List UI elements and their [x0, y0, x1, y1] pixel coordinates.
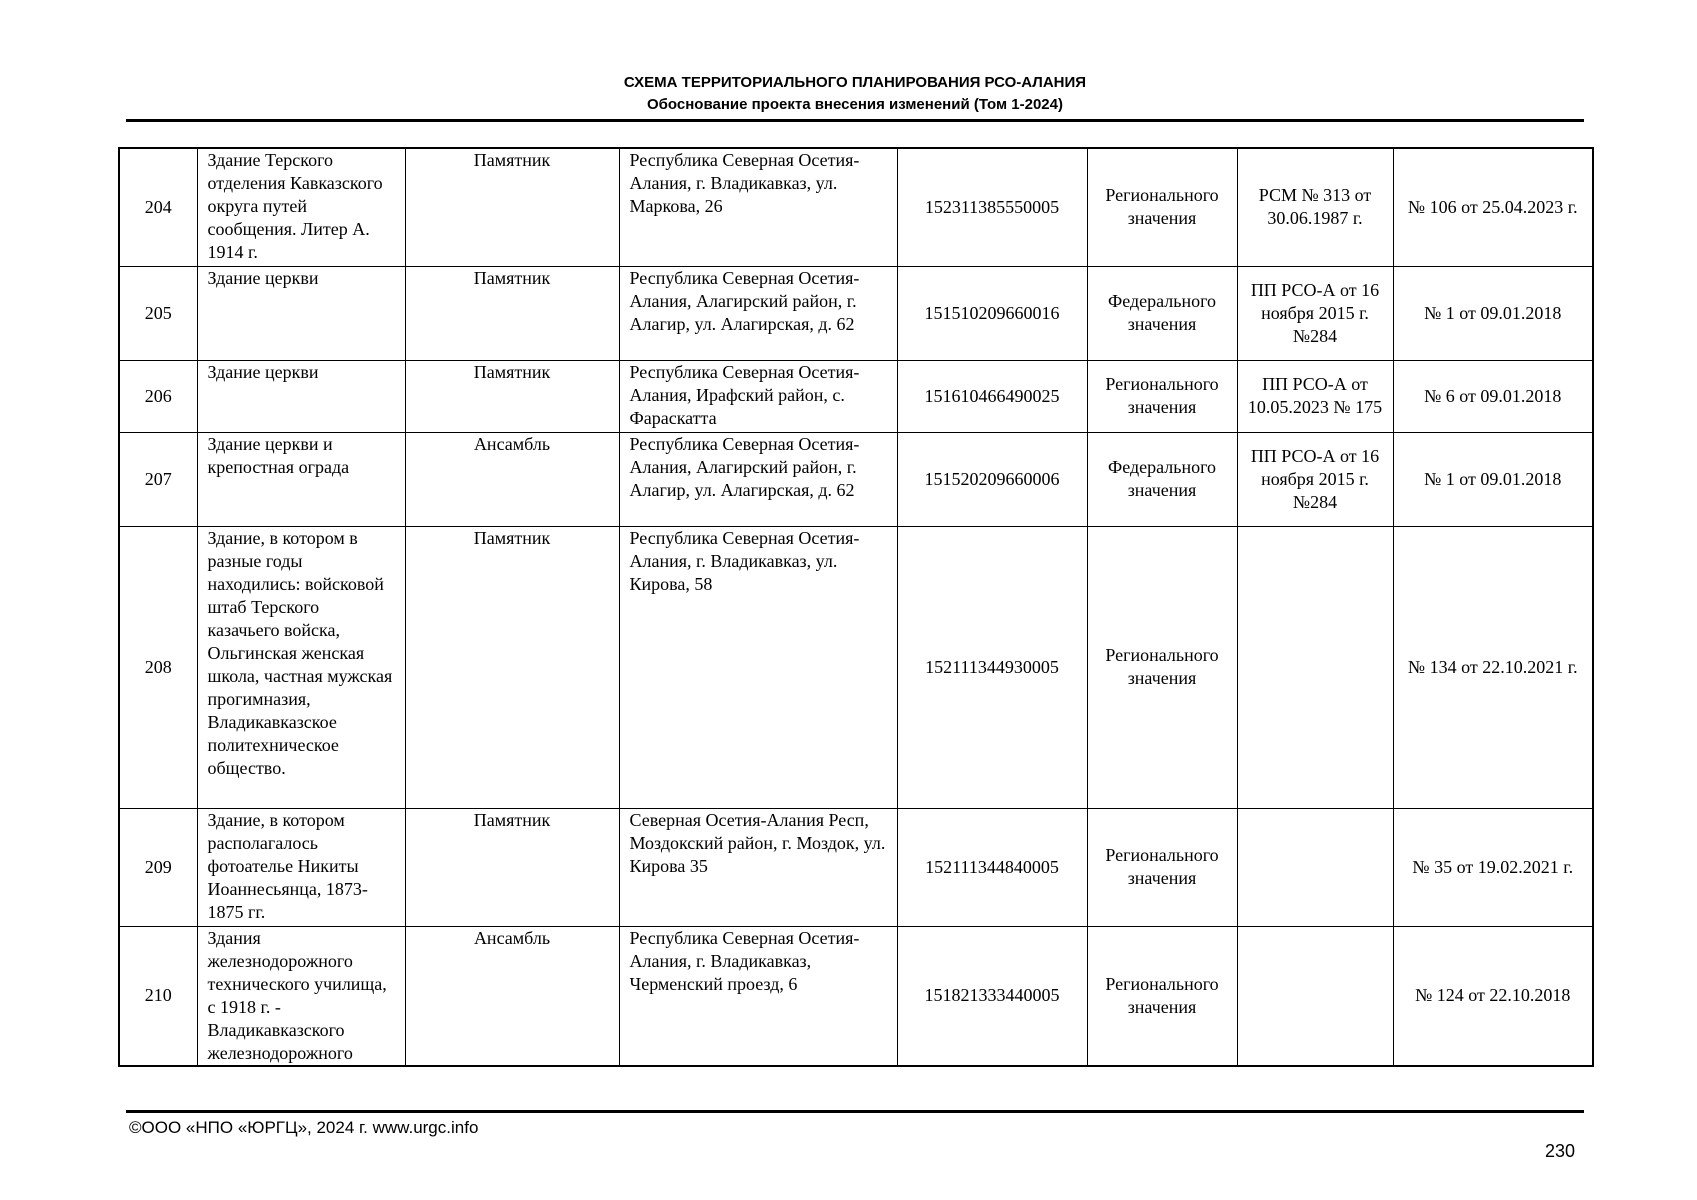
object-address: Республика Северная Осетия-Алания, Ирафский район, с. Фараскатта [619, 360, 897, 432]
registry-number: 151510209660016 [897, 266, 1087, 360]
registry-number: 152311385550005 [897, 148, 1087, 266]
object-name: Здание, в котором располагалось фотоателье Никиты Иоаннесьянца, 1873-1875 гг. [197, 808, 405, 926]
order-number: № 1 от 09.01.2018 [1393, 432, 1593, 526]
protection-document: ПП РСО-А от 16 ноября 2015 г. №284 [1237, 266, 1393, 360]
object-address: Северная Осетия-Алания Респ, Моздокский район, г. Моздок, ул. Кирова 35 [619, 808, 897, 926]
significance-category: Федерального значения [1087, 432, 1237, 526]
document-header [126, 72, 1584, 116]
object-name: Здание церкви [197, 360, 405, 432]
object-type: Ансамбль [405, 432, 619, 526]
registry-number: 152111344930005 [897, 526, 1087, 808]
object-address: Республика Северная Осетия-Алания, г. Владикавказ, ул. Кирова, 58 [619, 526, 897, 808]
object-name: Здание церкви [197, 266, 405, 360]
object-name: Здание Терского отделения Кавказского округа путей сообщения. Литер А. 1914 г. [197, 148, 405, 266]
table-row [119, 432, 1593, 526]
document-subtitle: Обоснование проекта внесения изменений (Том 1-2024) [647, 96, 1063, 113]
significance-category: Регионального значения [1087, 148, 1237, 266]
footer-copyright: ©ООО «НПО «ЮРГЦ», 2024 г. www.urgc.info [129, 1118, 479, 1137]
table-row [119, 266, 1593, 360]
registry-number: 151520209660006 [897, 432, 1087, 526]
row-number: 209 [119, 808, 197, 926]
footer-rule [126, 1110, 1584, 1113]
row-number: 205 [119, 266, 197, 360]
protection-document: ПП РСО-А от 16 ноября 2015 г. №284 [1237, 432, 1393, 526]
table-row [119, 808, 1593, 926]
protection-document: ПП РСО-А от 10.05.2023 № 175 [1237, 360, 1393, 432]
row-number: 204 [119, 148, 197, 266]
object-type: Ансамбль [405, 926, 619, 1066]
heritage-registry-table [118, 147, 1594, 1067]
header-rule [126, 119, 1584, 122]
object-address: Республика Северная Осетия-Алания, Алагирский район, г. Алагир, ул. Алагирская, д. 62 [619, 266, 897, 360]
object-type: Памятник [405, 360, 619, 432]
object-address: Республика Северная Осетия-Алания, г. Владикавказ, ул. Маркова, 26 [619, 148, 897, 266]
order-number: № 1 от 09.01.2018 [1393, 266, 1593, 360]
page-number: 230 [1544, 1141, 1575, 1161]
object-address: Республика Северная Осетия-Алания, Алагирский район, г. Алагир, ул. Алагирская, д. 62 [619, 432, 897, 526]
protection-document [1237, 526, 1393, 808]
object-type: Памятник [405, 266, 619, 360]
order-number: № 35 от 19.02.2021 г. [1393, 808, 1593, 926]
row-number: 210 [119, 926, 197, 1066]
registry-number: 151610466490025 [897, 360, 1087, 432]
object-type: Памятник [405, 526, 619, 808]
order-number: № 134 от 22.10.2021 г. [1393, 526, 1593, 808]
table-row [119, 148, 1593, 266]
order-number: № 106 от 25.04.2023 г. [1393, 148, 1593, 266]
object-type: Памятник [405, 808, 619, 926]
object-name: Здание, в котором в разные годы находились: войсковой штаб Терского казачьего войска, Ольгинская женская школа, частная мужская прогимназия, Владикавказское политехническое общество. [197, 526, 405, 808]
object-address: Республика Северная Осетия-Алания, г. Владикавказ, Черменский проезд, 6 [619, 926, 897, 1066]
table-row [119, 360, 1593, 432]
significance-category: Регионального значения [1087, 526, 1237, 808]
table-row [119, 926, 1593, 1066]
protection-document [1237, 808, 1393, 926]
significance-category: Федерального значения [1087, 266, 1237, 360]
order-number: № 6 от 09.01.2018 [1393, 360, 1593, 432]
registry-number: 152111344840005 [897, 808, 1087, 926]
row-number: 208 [119, 526, 197, 808]
object-type: Памятник [405, 148, 619, 266]
object-name: Здания железнодорожного технического училища, с 1918 г. - Владикавказского железнодорожного [197, 926, 405, 1066]
row-number: 206 [119, 360, 197, 432]
significance-category: Регионального значения [1087, 360, 1237, 432]
registry-number: 151821333440005 [897, 926, 1087, 1066]
object-name: Здание церкви и крепостная ограда [197, 432, 405, 526]
row-number: 207 [119, 432, 197, 526]
protection-document [1237, 926, 1393, 1066]
table-row [119, 526, 1593, 808]
document-title: СХЕМА ТЕРРИТОРИАЛЬНОГО ПЛАНИРОВАНИЯ РСО-АЛАНИЯ [623, 74, 1087, 91]
protection-document: РСМ № 313 от 30.06.1987 г. [1237, 148, 1393, 266]
significance-category: Регионального значения [1087, 808, 1237, 926]
order-number: № 124 от 22.10.2018 [1393, 926, 1593, 1066]
significance-category: Регионального значения [1087, 926, 1237, 1066]
